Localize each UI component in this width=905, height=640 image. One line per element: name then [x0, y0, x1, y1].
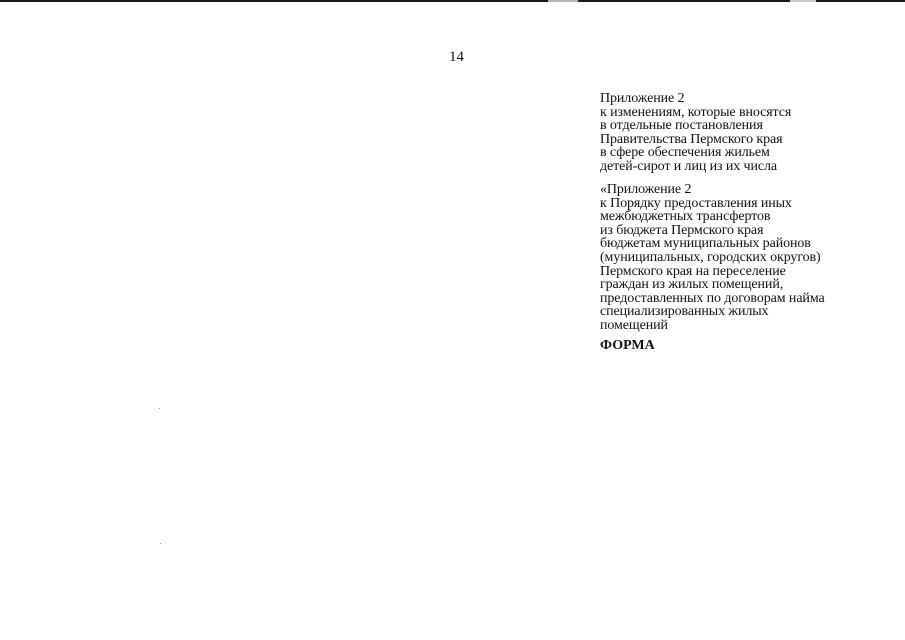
scan-top-border	[0, 0, 905, 2]
appendix-heading-block	[600, 92, 791, 174]
scan-speck	[159, 408, 160, 409]
order-appendix-line: (муниципальных, городских округов)	[600, 249, 821, 265]
appendix-line: к изменениям, которые вносятся	[600, 104, 792, 120]
appendix-line: Приложение 2	[600, 91, 685, 106]
scan-top-border-gap	[548, 0, 578, 2]
appendix-line: детей-сирот и лиц из их числа	[600, 158, 777, 174]
order-appendix-line: предоставленных по договорам найма	[600, 290, 825, 306]
order-appendix-line: специализированных жилых	[600, 304, 769, 320]
order-appendix-line: из бюджета Пермского края	[600, 222, 764, 238]
order-appendix-line: «Приложение 2	[600, 182, 692, 197]
order-appendix-block	[600, 183, 825, 333]
page-number: 14	[449, 49, 464, 65]
order-appendix-line: помещений	[600, 317, 668, 333]
scan-top-border-gap	[790, 0, 816, 2]
order-appendix-line: Пермского края на переселение	[600, 263, 786, 279]
order-appendix-line: к Порядку предоставления иных	[600, 195, 792, 211]
order-appendix-line: граждан из жилых помещений,	[600, 277, 784, 293]
appendix-line: в сфере обеспечения жильем	[600, 145, 770, 161]
appendix-line: в отдельные постановления	[600, 118, 763, 134]
form-title: ФОРМА	[600, 338, 655, 353]
order-appendix-line: бюджетам муниципальных районов	[600, 236, 811, 252]
scan-speck	[160, 543, 161, 544]
order-appendix-line: межбюджетных трансфертов	[600, 209, 771, 225]
appendix-line: Правительства Пермского края	[600, 131, 783, 147]
